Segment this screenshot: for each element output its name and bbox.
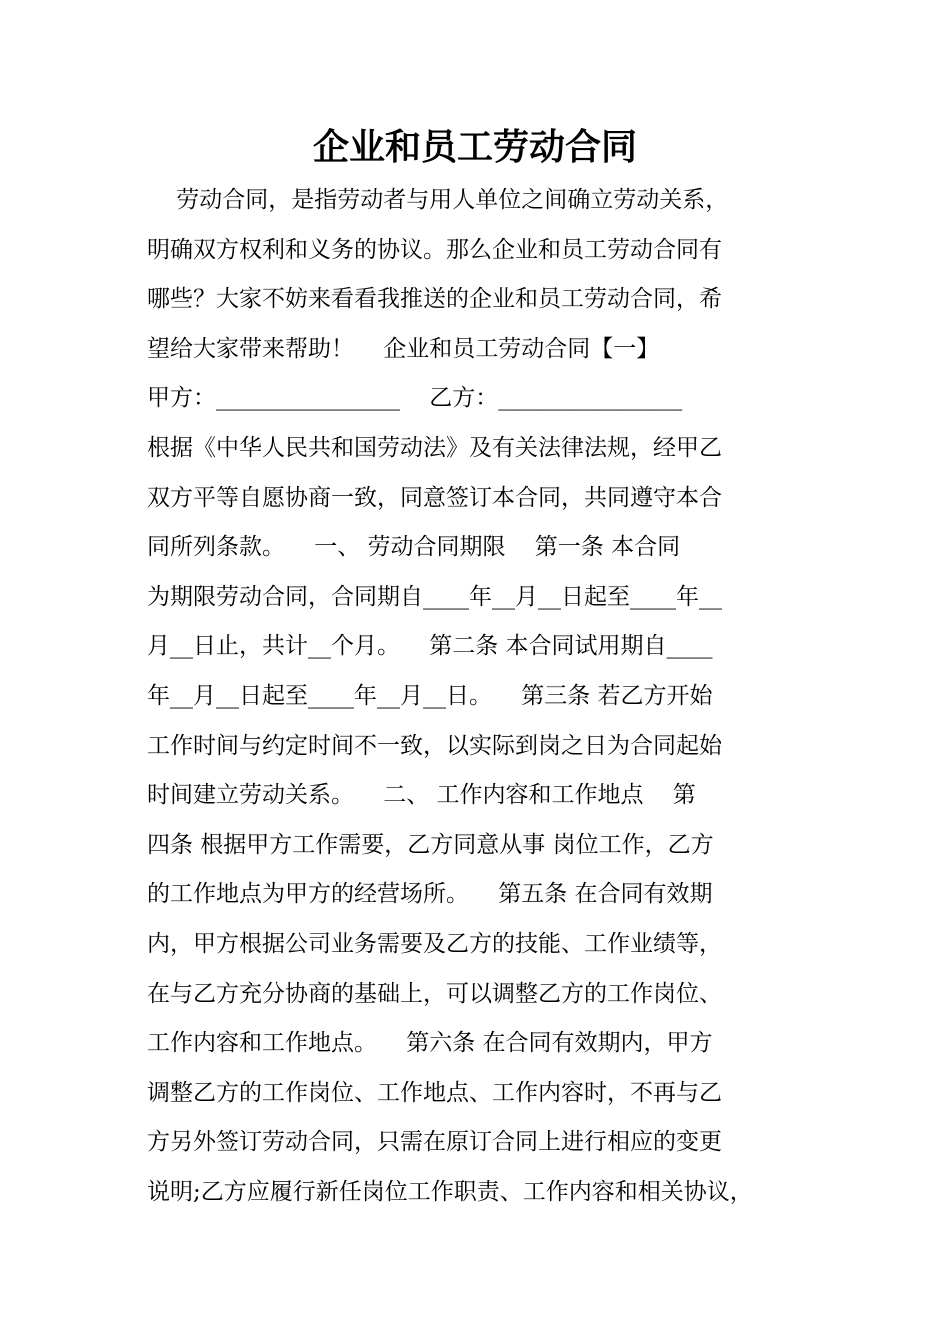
body-line: 月__日止，共计__个月。 第二条 本合同试用期自____ (147, 633, 713, 660)
body-line: 望给大家带来帮助！ 企业和员工劳动合同【一】 (147, 335, 660, 362)
body-line: 劳动合同，是指劳动者与用人单位之间确立劳动关系， (147, 187, 729, 213)
document-body (147, 176, 827, 1217)
body-line: 同所列条款。 一、 劳动合同期限 第一条 本合同 (147, 534, 681, 561)
body-line: 的工作地点为甲方的经营场所。 第五条 在合同有效期 (147, 881, 713, 908)
body-line: 说明;乙方应履行新任岗位工作职责、工作内容和相关协议， (147, 1178, 753, 1205)
body-line: 年__月__日起至____年__月__日。 第三条 若乙方开始 (147, 682, 713, 709)
body-line: 工作时间与约定时间不一致，以实际到岗之日为合同起始 (147, 732, 722, 759)
body-line: 根据《中华人民共和国劳动法》及有关法律法规，经甲乙 (147, 434, 722, 461)
body-line: 方另外签订劳动合同，只需在原订合同上进行相应的变更 (147, 1129, 722, 1156)
document-title: 企业和员工劳动合同 (312, 127, 637, 168)
body-line: 双方平等自愿协商一致，同意签订本合同，共同遵守本合 (147, 484, 722, 511)
body-line: 为期限劳动合同，合同期自____年__月__日起至____年__ (147, 583, 722, 610)
body-line: 调整乙方的工作岗位、工作地点、工作内容时，不再与乙 (147, 1079, 722, 1106)
body-line: 哪些？大家不妨来看看我推送的企业和员工劳动合同，希 (147, 286, 722, 313)
body-line: 内，甲方根据公司业务需要及乙方的技能、工作业绩等， (147, 930, 722, 957)
body-line: 明确双方权利和义务的协议。那么企业和员工劳动合同有 (147, 236, 722, 263)
body-line: 四条 根据甲方工作需要，乙方同意从事 岗位工作，乙方 (147, 831, 714, 858)
body-line: 甲方：________________ 乙方：________________ (147, 385, 683, 412)
body-line: 在与乙方充分协商的基础上，可以调整乙方的工作岗位、 (147, 980, 722, 1007)
body-line: 工作内容和工作地点。 第六条 在合同有效期内，甲方 (147, 1030, 713, 1057)
body-line: 时间建立劳动关系。 二、 工作内容和工作地点 第 (147, 782, 696, 809)
